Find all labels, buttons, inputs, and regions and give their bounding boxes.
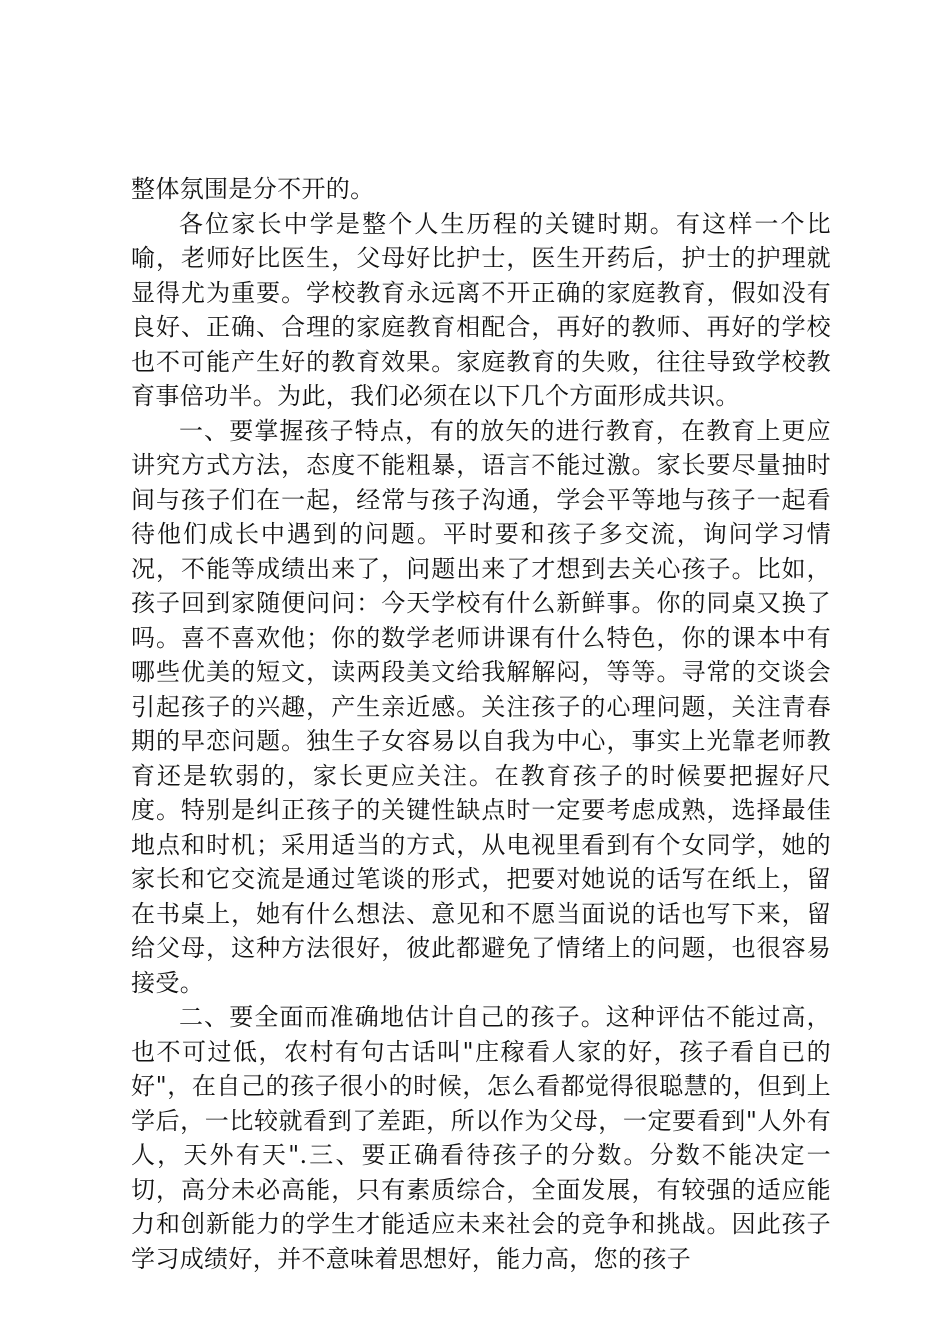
paragraph-continuation: 整体氛围是分不开的。: [131, 175, 375, 203]
paragraph-point-two: 二、要全面而准确地估计自己的孩子。这种评估不能过高，也不可过低，农村有句古话叫"庄稼看人家的好，孩子看自已的好"，在自己的孩子很小的时候，怎么看都觉得很聪慧的，但到上学后，一比较就看到了差距，所以作为父母，一定要看到"人外有人，天外有天".三、要正确看待孩子的分数。分数不能决定一切，高分未必高能，只有素质综合，全面发展，有较强的适应能力和创新能力的学生才能适应未来社会的竞争和挑战。因此孩子学习成绩好，并不意味着思想好，能力高，您的孩子: [131, 1003, 831, 1273]
paragraph-intro: 各位家长中学是整个人生历程的关键时期。有这样一个比喻，老师好比医生，父母好比护士，医生开药后，护士的护理就显得尤为重要。学校教育永远离不开正确的家庭教育，假如没有良好、正确、合理的家庭教育相配合，再好的教师、再好的学校也不可能产生好的教育效果。家庭教育的失败，往往导致学校教育事倍功半。为此，我们必须在以下几个方面形成共识。: [131, 209, 831, 410]
document-body: [131, 172, 831, 1276]
paragraph-point-one: 一、要掌握孩子特点，有的放矢的进行教育，在教育上更应讲究方式方法，态度不能粗暴，语言不能过激。家长要尽量抽时间与孩子们在一起，经常与孩子沟通，学会平等地与孩子一起看待他们成长中遇到的问题。平时要和孩子多交流，询问学习情况，不能等成绩出来了，问题出来了才想到去关心孩子。比如，孩子回到家随便问问：今天学校有什么新鲜事。你的同桌又换了吗。喜不喜欢他；你的数学老师讲课有什么特色，你的课本中有哪些优美的短文，读两段美文给我解解闷，等等。寻常的交谈会引起孩子的兴趣，产生亲近感。关注孩子的心理问题，关注青春期的早恋问题。独生子女容易以自我为中心，事实上光靠老师教育还是软弱的，家长更应关注。在教育孩子的时候要把握好尺度。特别是纠正孩子的关键性缺点时一定要考虑成熟，选择最佳地点和时机；采用适当的方式，从电视里看到有个女同学，她的家长和它交流是通过笔谈的形式，把要对她说的话写在纸上，留在书桌上，她有什么想法、意见和不愿当面说的话也写下来，留给父母，这种方法很好，彼此都避免了情绪上的问题，也很容易接受。: [131, 416, 831, 997]
